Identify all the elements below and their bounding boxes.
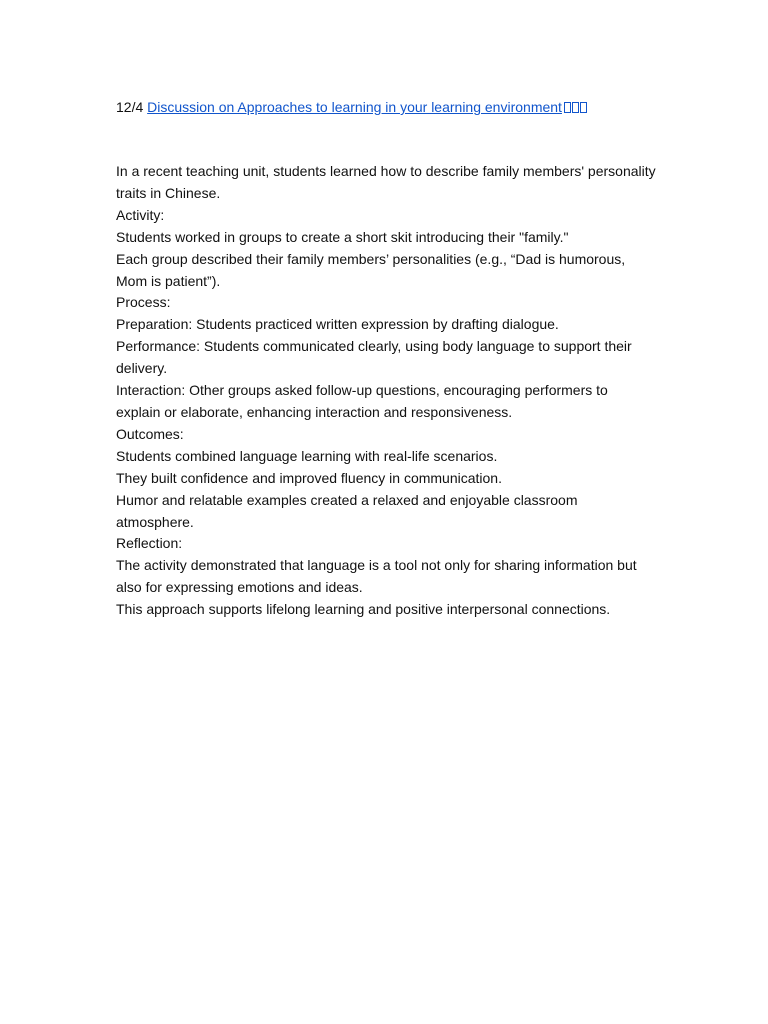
section-heading-reflection: Reflection: [116, 535, 183, 552]
paragraph-activity-groups: Students worked in groups to create a short skit introducing their "family." [116, 228, 569, 245]
section-heading-activity: Activity: [116, 206, 165, 223]
paragraph-process-performance: Performance: Students communicated clearly, using body language to support their delivery. [116, 338, 632, 377]
section-heading-outcomes: Outcomes: [116, 425, 184, 442]
discussion-link[interactable] [147, 99, 588, 115]
document-heading [116, 96, 656, 118]
paragraph-intro: In a recent teaching unit, students learned how to describe family members' personality traits in Chinese. [116, 163, 656, 201]
paragraph-outcomes-humor: Humor and relatable examples created a relaxed and enjoyable classroom atmosphere. [116, 491, 578, 530]
paragraph-process-preparation: Preparation: Students practiced written expression by drafting dialogue. [116, 316, 559, 333]
paragraph-process-interaction: Interaction: Other groups asked follow-up questions, encouraging performers to explain or elaborate, enhancing interaction and responsiveness. [116, 382, 608, 420]
paragraph-reflection-tool: The activity demonstrated that language is a tool not only for sharing information but also for expressing emotions and ideas. [116, 557, 637, 596]
document-body [116, 161, 656, 621]
section-heading-process: Process: [116, 294, 171, 311]
paragraph-activity-descriptions: Each group described their family members’ personalities (e.g., “Dad is humorous, Mom is patient”). [116, 250, 626, 289]
paragraph-outcomes-confidence: They built confidence and improved fluency in communication. [116, 469, 502, 486]
paragraph-outcomes-real-life: Students combined language learning with real-life scenarios. [116, 447, 498, 464]
missing-glyph-boxes [564, 96, 588, 118]
heading-date: 12/4 [116, 99, 144, 115]
document-page [116, 96, 656, 621]
paragraph-reflection-lifelong: This approach supports lifelong learning and positive interpersonal connections. [116, 601, 611, 618]
discussion-link-text: Discussion on Approaches to learning in your learning environment [147, 99, 562, 115]
